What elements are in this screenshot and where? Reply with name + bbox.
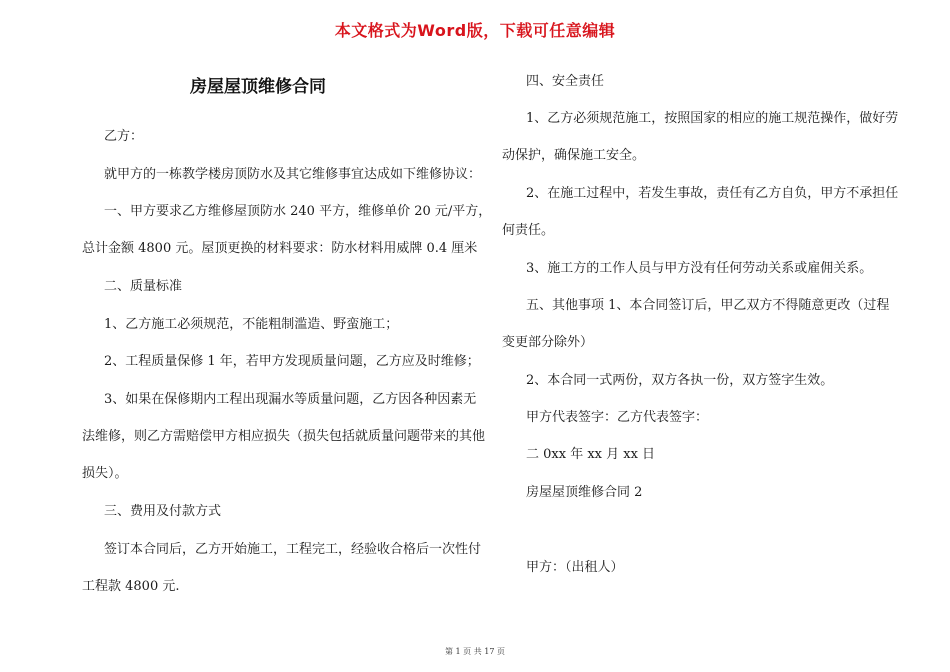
other-item-2: 2、本合同一式两份，双方各执一份，双方签字生效。 (526, 373, 834, 388)
quality-item-1: 1、乙方施工必须规范，不能粗制滥造、野蛮施工； (104, 317, 399, 332)
signature-line: 甲方代表签字：乙方代表签字： (526, 410, 709, 425)
section-other-line-1: 五、其他事项 1、本合同签订后，甲乙双方不得随意更改（过程 (526, 298, 890, 313)
quality-item-2: 2、工程质量保修 1 年，若甲方发现质量问题，乙方应及时维修； (104, 354, 480, 369)
agreement-intro: 就甲方的一栋教学楼房顶防水及其它维修事宜达成如下维修协议： (104, 167, 482, 182)
section-other-line-2: 变更部分除外） (502, 335, 594, 350)
date-line: 二 0xx 年 xx 月 xx 日 (526, 447, 656, 462)
quality-item-3-line-2: 法维修，则乙方需赔偿甲方相应损失（损失包括就质量问题带来的其他 (82, 429, 486, 444)
section-quality-heading: 二、质量标准 (104, 279, 183, 294)
clause-1-line-2: 总计金额 4800 元。屋顶更换的材料要求：防水材料用威牌 0.4 厘米 (82, 241, 478, 256)
contract-2-heading: 房屋屋顶维修合同 2 (526, 485, 643, 500)
word-format-banner: 本文格式为Word版，下载可任意编辑 (334, 21, 616, 40)
safety-item-1-line-2: 动保护，确保施工安全。 (502, 148, 646, 163)
section-payment-heading: 三、费用及付款方式 (104, 504, 222, 519)
clause-1-line-1: 一、甲方要求乙方维修屋顶防水 240 平方，维修单价 20 元/平方， (104, 204, 492, 219)
page-number-footer: 第 1 页 共 17 页 (445, 647, 505, 656)
payment-line-2: 工程款 4800 元. (82, 579, 180, 594)
safety-item-2-line-1: 2、在施工过程中，若发生事故，责任有乙方自负，甲方不承担任 (526, 186, 899, 201)
safety-item-2-line-2: 何责任。 (502, 223, 555, 238)
safety-item-1-line-1: 1、乙方必须规范施工，按照国家的相应的施工规范操作，做好劳 (526, 111, 899, 126)
safety-item-3: 3、施工方的工作人员与甲方没有任何劳动关系或雇佣关系。 (526, 261, 873, 276)
section-safety-heading: 四、安全责任 (526, 74, 605, 89)
payment-line-1: 签订本合同后，乙方开始施工，工程完工，经验收合格后一次性付 (104, 542, 482, 557)
party-a-lessor-line: 甲方：（出租人） (526, 560, 624, 575)
quality-item-3-line-3: 损失）。 (82, 466, 128, 481)
document-title: 房屋屋顶维修合同 (190, 77, 326, 97)
party-b-line: 乙方： (104, 129, 144, 144)
quality-item-3-line-1: 3、如果在保修期内工程出现漏水等质量问题，乙方因各种因素无 (104, 392, 477, 407)
